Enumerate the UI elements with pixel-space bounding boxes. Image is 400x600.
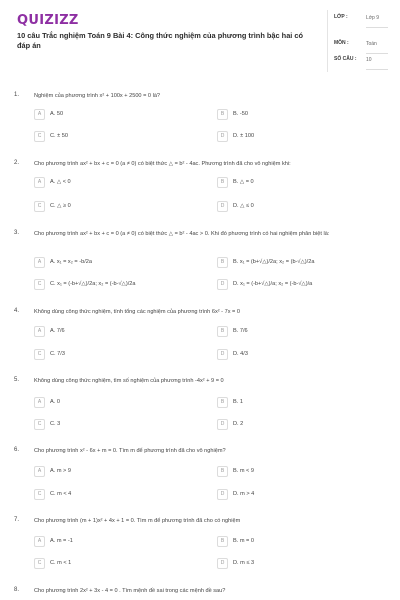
option-letter-box: B	[217, 177, 228, 188]
option-d[interactable]	[217, 278, 367, 292]
meta-value: Lớp 9	[366, 15, 380, 21]
question-number: 7.	[14, 517, 20, 523]
meta-divider	[327, 10, 328, 72]
option-text: A. m > 9	[50, 468, 71, 474]
option-text: A. △ < 0	[50, 179, 71, 185]
quizizz-logo: QUIZIZZ	[17, 13, 79, 28]
option-letter-box: D	[217, 489, 228, 500]
meta-underline	[366, 27, 388, 28]
meta-value: Toán	[366, 41, 377, 47]
option-c[interactable]	[34, 278, 184, 292]
option-text: A. 0	[50, 399, 60, 405]
option-text: B. x₁ = (b+√△)/2a; x₂ = (b-√△)/2a	[233, 259, 315, 265]
option-text: B. m < 9	[233, 468, 254, 474]
option-text: C. m < 4	[50, 491, 72, 497]
option-letter-box: D	[217, 201, 228, 212]
option-a[interactable]	[34, 535, 184, 549]
option-d[interactable]	[217, 348, 367, 362]
option-a[interactable]	[34, 396, 184, 410]
question-text: Không dùng công thức nghiệm, tìm số nghiệm của phương trình -4x² + 9 = 0	[34, 378, 224, 384]
meta-label: LỚP :	[334, 14, 348, 20]
option-letter-box: C	[34, 419, 45, 430]
option-a[interactable]	[34, 256, 184, 270]
question-number: 2.	[14, 160, 20, 166]
option-a[interactable]	[34, 176, 184, 190]
option-a[interactable]	[34, 465, 184, 479]
option-letter-box: A	[34, 536, 45, 547]
option-b[interactable]	[217, 535, 367, 549]
question-text: Không dùng công thức nghiệm, tính tổng các nghiệm của phương trình 6x² - 7x = 0	[34, 309, 240, 315]
option-text: C. △ ≥ 0	[50, 203, 71, 209]
option-letter-box: A	[34, 397, 45, 408]
option-text: B. 1	[233, 399, 243, 405]
meta-label: MÔN :	[334, 40, 349, 46]
option-c[interactable]	[34, 557, 184, 571]
option-text: D. ± 100	[233, 133, 255, 139]
question-text: Cho phương trình ax² + bx + c = 0 (a ≠ 0) có biệt thức △ = b² - 4ac. Phương trình đã cho vô nghiệm khi:	[34, 161, 291, 167]
option-text: B. m = 0	[233, 538, 254, 544]
option-letter-box: B	[217, 466, 228, 477]
option-letter-box: B	[217, 109, 228, 120]
option-d[interactable]	[217, 200, 367, 214]
option-letter-box: A	[34, 326, 45, 337]
option-letter-box: C	[34, 489, 45, 500]
option-text: A. 50	[50, 111, 64, 117]
meta-underline	[366, 69, 388, 70]
option-d[interactable]	[217, 418, 367, 432]
meta-grade	[334, 14, 390, 28]
option-text: D. m ≤ 3	[233, 560, 255, 566]
question-text: Cho phương trình 2x² + 3x - 4 = 0 . Tìm mệnh đề sai trong các mệnh đề sau?	[34, 588, 226, 594]
option-b[interactable]	[217, 256, 367, 270]
meta-label: SỐ CÂU :	[334, 56, 357, 62]
question-number: 3.	[14, 230, 20, 236]
option-text: A. m = -1	[50, 538, 73, 544]
option-letter-box: A	[34, 177, 45, 188]
meta-question-count	[334, 56, 390, 70]
meta-value: 10	[366, 57, 372, 63]
option-a[interactable]	[34, 108, 184, 122]
option-text: D. m > 4	[233, 491, 255, 497]
question-text: Cho phương trình ax² + bx + c = 0 (a ≠ 0) có biệt thức △ = b² - 4ac > 0. Khi đó phương trình có hai nghiệm phân biệt là:	[34, 231, 330, 237]
option-text: D. 4/3	[233, 351, 248, 357]
option-text: C. m < 1	[50, 560, 72, 566]
question-number: 1.	[14, 92, 20, 98]
option-text: A. x₁ = x₂ = -b/2a	[50, 259, 92, 265]
meta-subject	[334, 40, 390, 54]
question-text: Cho phương trình x² - 6x + m = 0. Tìm m để phương trình đã cho vô nghiệm?	[34, 448, 226, 454]
option-letter-box: D	[217, 419, 228, 430]
question-number: 6.	[14, 447, 20, 453]
option-letter-box: A	[34, 257, 45, 268]
option-letter-box: C	[34, 279, 45, 290]
option-letter-box: B	[217, 536, 228, 547]
option-letter-box: C	[34, 201, 45, 212]
option-letter-box: B	[217, 326, 228, 337]
option-c[interactable]	[34, 130, 184, 144]
option-c[interactable]	[34, 418, 184, 432]
option-letter-box: C	[34, 131, 45, 142]
option-d[interactable]	[217, 557, 367, 571]
option-letter-box: D	[217, 131, 228, 142]
option-c[interactable]	[34, 348, 184, 362]
question-number: 5.	[14, 377, 20, 383]
option-text: B. -50	[233, 111, 248, 117]
option-d[interactable]	[217, 130, 367, 144]
option-text: D. 2	[233, 421, 244, 427]
option-a[interactable]	[34, 325, 184, 339]
option-text: B. △ = 0	[233, 179, 254, 185]
worksheet-header	[0, 0, 400, 82]
option-text: B. 7/6	[233, 328, 248, 334]
option-text: C. 3	[50, 421, 61, 427]
option-letter-box: B	[217, 397, 228, 408]
question-text: Nghiệm của phương trình x² + 100x + 2500 = 0 là?	[34, 93, 161, 99]
option-text: C. ± 50	[50, 133, 68, 139]
option-b[interactable]	[217, 176, 367, 190]
worksheet-title: 10 câu Trắc nghiệm Toán 9 Bài 4: Công thức nghiệm của phương trình bậc hai có đáp án	[17, 31, 304, 50]
option-letter-box: A	[34, 109, 45, 120]
option-text: D. x₁ = (-b+√△)/a; x₂ = (-b-√△)/a	[233, 281, 313, 287]
option-b[interactable]	[217, 396, 367, 410]
option-text: D. △ ≤ 0	[233, 203, 254, 209]
option-letter-box: D	[217, 279, 228, 290]
option-c[interactable]	[34, 200, 184, 214]
option-text: A. 7/6	[50, 328, 65, 334]
meta-underline	[366, 53, 388, 54]
option-text: C. x₁ = (-b+√△)/2a; x₂ = (-b-√△)/2a	[50, 281, 136, 287]
option-letter-box: B	[217, 257, 228, 268]
option-letter-box: C	[34, 558, 45, 569]
question-number: 8.	[14, 587, 20, 593]
option-letter-box: A	[34, 466, 45, 477]
option-b[interactable]	[217, 108, 367, 122]
option-b[interactable]	[217, 325, 367, 339]
option-c[interactable]	[34, 488, 184, 502]
option-text: C. 7/3	[50, 351, 65, 357]
option-letter-box: C	[34, 349, 45, 360]
option-letter-box: D	[217, 349, 228, 360]
question-text: Cho phương trình (m + 1)x² + 4x + 1 = 0. Tìm m để phương trình đã cho có nghiệm	[34, 518, 241, 524]
option-d[interactable]	[217, 488, 367, 502]
option-b[interactable]	[217, 465, 367, 479]
option-letter-box: D	[217, 558, 228, 569]
question-number: 4.	[14, 308, 20, 314]
